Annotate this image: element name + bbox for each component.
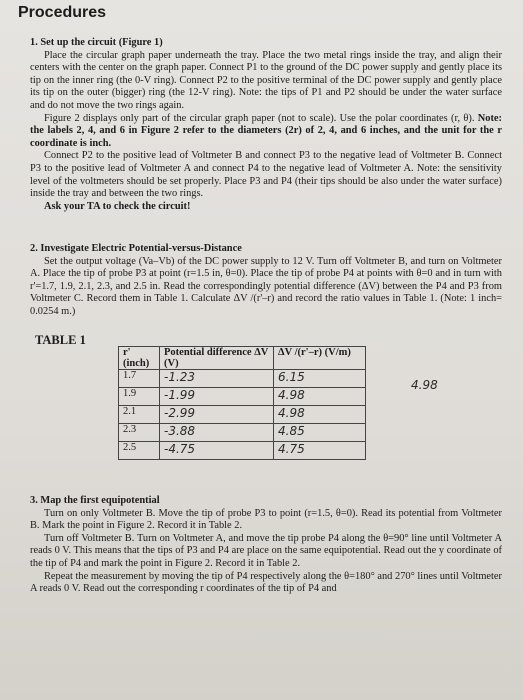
table-row bbox=[119, 442, 366, 460]
table-row bbox=[119, 424, 366, 442]
section-1-ta-check: Ask your TA to check the circuit! bbox=[44, 200, 191, 212]
handwritten-side-note: 4.98 bbox=[411, 378, 438, 392]
section-2 bbox=[30, 243, 502, 319]
section-3-paragraph-3: Repeat the measurement by moving the tip of P4 respectively along the θ=180° and 270° lines until Voltmeter A reads 0 V. Read out the corresponding r coordinates of the tip of P4 and bbox=[30, 570, 502, 595]
cell-r: 1.7 bbox=[119, 370, 160, 388]
cell-r: 2.5 bbox=[119, 442, 160, 460]
section-1-paragraph-3-text: Connect P2 to the positive lead of Voltmeter B and connect P3 to the negative lead of Voltmeter B. Connect P3 to the positive lead of Voltmeter A and connect P4 to the negative lead of Voltmeter A. Note: the sensitivity level of the voltmeters should be set properly. Place P3 and P4 (their tips should be also under the water surface) inside the tray and between the two rings. bbox=[30, 150, 502, 200]
cell-ratio: 4.85 bbox=[274, 424, 366, 442]
table-header-dv: Potential difference ΔV (V) bbox=[160, 347, 274, 370]
cell-ratio: 4.75 bbox=[274, 442, 366, 460]
cell-dv: -4.75 bbox=[160, 442, 274, 460]
cell-r: 1.9 bbox=[119, 388, 160, 406]
cell-dv: -3.88 bbox=[160, 424, 274, 442]
cell-ratio: 4.98 bbox=[274, 388, 366, 406]
section-1-paragraph-2 bbox=[30, 113, 502, 151]
cell-dv: -2.99 bbox=[160, 406, 274, 424]
table-1-title: TABLE 1 bbox=[35, 333, 86, 347]
cell-dv: -1.99 bbox=[160, 388, 274, 406]
section-3-paragraph-1: Turn on only Voltmeter B. Move the tip of probe P3 to point (r=1.5, θ=0). Read its potential from Voltmeter B. Mark the point in Figure 2. Record it in Table 2. bbox=[30, 507, 502, 532]
table-header-r: r' (inch) bbox=[119, 347, 160, 370]
table-header-row bbox=[119, 347, 366, 370]
table-row bbox=[119, 370, 366, 388]
table-1 bbox=[118, 346, 366, 460]
section-1-paragraph-2-note: Note: the labels 2, 4, and 6 in Figure 2 refer to the diameters (2r) of 2, 4, and 6 inches, and the unit for the r coordinate is inch. bbox=[30, 112, 502, 149]
cell-ratio: 4.98 bbox=[274, 406, 366, 424]
table-row bbox=[119, 406, 366, 424]
section-1-title: 1. Set up the circuit (Figure 1) bbox=[30, 37, 163, 48]
section-3-title: 3. Map the first equipotential bbox=[30, 495, 160, 506]
section-1-paragraph-3 bbox=[30, 150, 502, 200]
page-heading: Procedures bbox=[18, 4, 107, 21]
section-1-paragraph-2-text: Figure 2 displays only part of the circular graph paper (not to scale). Use the polar coordinates (r, θ). bbox=[44, 112, 475, 124]
table-header-ratio: ΔV /(r'–r) (V/m) bbox=[274, 347, 366, 370]
table-row bbox=[119, 388, 366, 406]
section-1 bbox=[30, 37, 502, 213]
section-2-title: 2. Investigate Electric Potential-versus-Distance bbox=[30, 243, 242, 254]
cell-dv: -1.23 bbox=[160, 370, 274, 388]
section-3-paragraph-2: Turn off Voltmeter B. Turn on Voltmeter A, and move the tip probe P4 along the θ=90° line until Voltmeter A reads 0 V. This means that the tips of P3 and P4 are place on the same equipotential. Read out the y coordinate of the tip of P4 and mark the point in Figure 2. Record it in Table 2. bbox=[30, 532, 502, 569]
cell-ratio: 6.15 bbox=[274, 370, 366, 388]
section-3 bbox=[30, 495, 502, 596]
cell-r: 2.1 bbox=[119, 406, 160, 424]
section-2-paragraph-1: Set the output voltage (Va–Vb) of the DC power supply to 12 V. Turn off Voltmeter B, and turn on Voltmeter A. Place the tip of probe P3 at point (r=1.5 in, θ=0). Place the tip of probe P4 at points with θ=0 and in turn with r'=1.7, 1.9, 2.1, 2.3, and 2.5 in. Read the correspondingly potential difference (ΔV) between the P4 and P3 from Voltmeter C. Record them in Table 1. Calculate ΔV /(r'–r) and record the ratio values in Table 1. (Note: 1 inch= 0.0254 m.) bbox=[30, 255, 502, 317]
cell-r: 2.3 bbox=[119, 424, 160, 442]
section-1-paragraph-1: Place the circular graph paper underneath the tray. Place the two metal rings inside the tray, and align their centers with the center on the graph paper. Connect P1 to the ground of the DC power supply and gently place its tip on the inner ring (the 0-V ring). Connect P2 to the positive terminal of the DC power supply and gently place its tip on the outer (bigger) ring (the 12-V ring). Note: the tips of P1 and P2 should be under the water surface and do not move the two rings again. bbox=[30, 49, 502, 111]
